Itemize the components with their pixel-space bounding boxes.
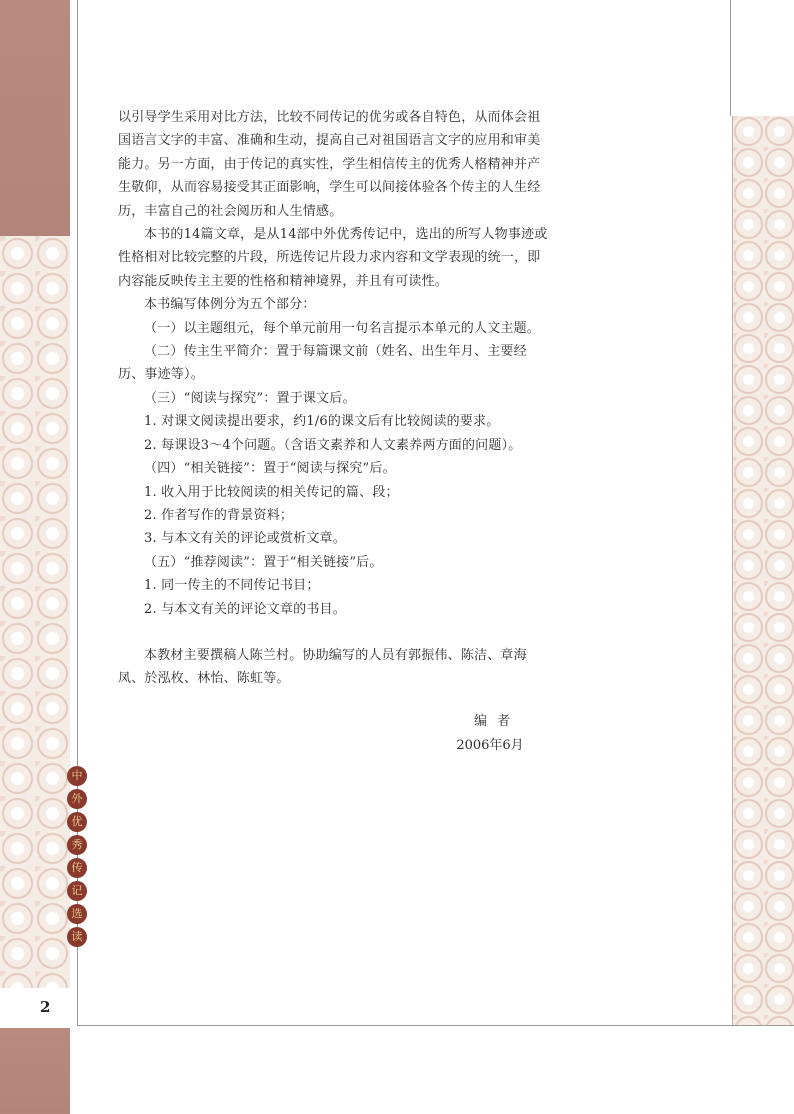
list-item: （一）以主题组元，每个单元前用一句名言提示本单元的人文主题。: [144, 320, 541, 336]
list-item: （二）传主生平简介：置于每篇课文前（姓名、出生年月、主要经历、事迹等）。: [118, 344, 527, 383]
paragraph: 以引导学生采用对比方法，比较不同传记的优劣或各自特色，从而体会祖国语言文字的丰富、准确和生动，提高自己对祖国语言文字的应用和审美能力。另一方面，由于传记的真实性，学生相信传主的优秀人格精神并产生敬仰，从而容易接受其正面影响，学生可以间接体验各个传主的人生经历，丰富自己的社会阅历和人生情感。: [118, 110, 541, 219]
list-item: 2. 与本文有关的评论文章的书目。: [144, 601, 346, 617]
margin-rule-right: [730, 0, 731, 116]
spine-char: 读: [67, 927, 87, 947]
list-item: （三）“阅读与探究”：置于课文后。: [144, 390, 356, 406]
spine-char: 中: [67, 766, 87, 786]
spine-char: 秀: [67, 835, 87, 855]
list-item: （四）“相关链接”：置于“阅读与探究”后。: [144, 461, 396, 477]
paragraph: 本教材主要撰稿人陈兰村。协助编写的人员有郭振伟、陈洁、章海凤、於泓枚、林怡、陈虹等。: [118, 647, 527, 687]
left-decorative-pattern: [0, 236, 70, 988]
paragraph: 本书的14篇文章，是从14部中外优秀传记中，选出的所写人物事迹或性格相对比较完整的片段，所选传记片段力求内容和文学表现的统一，即内容能反映传主主要的性格和精神境界，并且有可读性。: [118, 227, 548, 289]
paragraph-spacer: [118, 621, 552, 644]
right-decorative-pattern: [732, 116, 794, 1025]
spine-char: 记: [67, 881, 87, 901]
list-item: 1. 同一传主的不同传记书目；: [144, 578, 320, 594]
left-band-top: [0, 0, 70, 236]
list-item: 1. 收入用于比较阅读的相关传记的篇、段；: [144, 484, 399, 500]
signature-author: 编者: [474, 714, 521, 729]
signature-date: 2006年6月: [456, 738, 524, 753]
spine-char: 优: [67, 812, 87, 832]
list-item: （五）“推荐阅读”：置于“相关链接”后。: [144, 554, 383, 570]
spine-char: 选: [67, 904, 87, 924]
signature-block: [430, 710, 550, 758]
list-item: 3. 与本文有关的评论或赏析文章。: [144, 531, 346, 547]
margin-rule-bottom: [77, 1025, 794, 1026]
body-text: [118, 106, 552, 691]
paragraph: 本书编写体例分为五个部分：: [144, 297, 316, 313]
list-item: 2. 每课设3～4个问题。（含语文素养和人文素养两方面的问题）。: [144, 437, 522, 453]
spine-char: 传: [67, 858, 87, 878]
spine-char: 外: [67, 789, 87, 809]
left-band-bottom: [0, 1028, 70, 1114]
page-number: 2: [40, 998, 51, 1016]
list-item: 2. 作者写作的背景资料；: [144, 507, 294, 523]
list-item: 1. 对课文阅读提出要求，约1/6的课文后有比较阅读的要求。: [144, 414, 500, 430]
book-title-spine: [67, 766, 87, 947]
